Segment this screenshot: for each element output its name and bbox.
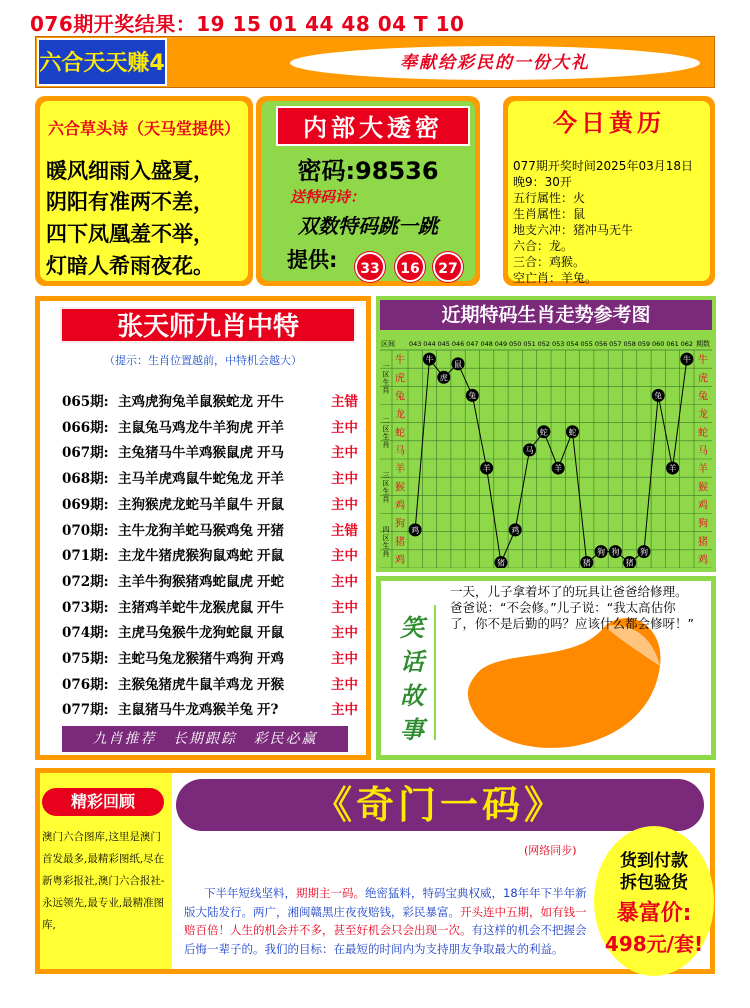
row-picks: 主龙牛猪虎猴狗鼠鸡蛇 [118,548,253,565]
zone-label: 区 [382,424,390,433]
calendar-line: 地支六冲：猪冲马无牛 [513,223,634,237]
x-tick-label: 046 [451,340,465,348]
poem-line: 阴阳有准两不差， [46,190,214,214]
x-tick-label: 044 [423,340,436,348]
data-point-label: 兔 [468,391,477,401]
data-point-label: 虎 [439,373,448,383]
zodiac-row-label: 虎 [698,373,708,385]
zodiac-row-label: 兔 [698,391,708,403]
x-tick-label: 055 [580,340,593,348]
zodiac-row-label: 龙 [395,409,405,421]
row-open: 开猴 [257,676,284,693]
data-point-label: 猪 [582,558,591,568]
poem-line: 四下凤凰羞不举， [46,222,214,246]
review-text: 澳门六合图库,这里是澳门首发最多,最精彩图纸,尽在新粤彩报社,澳门六合报社-永远领先,最专业,最精准图库, [42,831,165,931]
qimen-sync-note: (网络同步) [524,844,577,857]
row-result: 主中 [331,548,358,565]
x-tick-label: 060 [652,340,665,348]
row-picks: 主虎马兔猴牛龙狗蛇鼠 [118,625,253,642]
zodiac-row-label: 狗 [698,518,708,530]
row-picks: 主鸡虎狗兔羊鼠猴蛇龙 [118,394,253,410]
x-tick-label: 045 [437,340,450,348]
calendar-line: 六合：龙。 [513,239,574,253]
row-period: 076期: [62,676,109,693]
prediction-row [62,441,362,465]
chart-background [380,334,712,568]
row-open: 开鼠 [257,496,284,513]
chart-title: 近期特码生肖走势参考图 [380,300,712,330]
row-result: 主错 [331,394,358,410]
data-point-label: 马 [525,445,534,455]
poem-title: 六合草头诗（天马堂提供） [47,119,240,138]
x-tick-label: 048 [480,340,493,348]
zone-label: 区 [382,533,390,542]
row-open: 开牛 [257,394,284,410]
row-picks: 主鼠兔马鸡龙牛羊狗虎 [118,419,253,436]
zodiac-row-label: 鸡 [698,500,708,512]
zodiac-row-label: 狗 [395,518,405,530]
calendar-line: 三合：鸡猴。 [513,255,586,269]
prediction-row [62,570,362,594]
zodiac-row-label: 羊 [395,464,405,476]
x-tick-label: 059 [637,340,651,348]
x-tick-label: 052 [537,340,551,348]
calendar-line: 空亡肖：羊兔。 [513,271,598,285]
review-badge: 精彩回顾 [42,788,164,816]
row-period: 071期: [62,548,109,565]
chart-period-label: 期数 [696,340,710,348]
x-tick-label: 056 [594,340,608,348]
row-picks: 主蛇马兔龙猴猪牛鸡狗 [118,651,253,667]
zone-label: 肖 [382,440,390,449]
row-period: 065期: [62,394,109,410]
row-result: 主中 [331,625,358,642]
price-cod: 货到付款 [620,851,688,871]
zodiac-row-label: 虎 [395,373,405,385]
prediction-row [62,390,362,414]
zone-label: 生 [382,541,390,550]
joke-divider [434,605,436,740]
prediction-row [62,621,362,645]
zone-label: 生 [382,432,390,441]
row-picks: 主鼠猪马牛龙鸡猴羊兔 [118,702,253,719]
price-label: 暴富价: [616,901,692,926]
x-tick-label: 049 [494,340,508,348]
data-point-label: 猪 [625,558,634,568]
x-tick-label: 053 [551,340,565,348]
x-tick-label: 043 [408,340,422,348]
zone-label: 四 [382,525,390,534]
qimen-text-b: 期期主一码。 [296,886,365,900]
row-open: 开猪 [257,522,284,539]
zodiac-row-label: 马 [395,445,405,457]
qimen-text-a: 下半年短线坚料， [204,886,296,900]
zodiac-row-label: 鸡 [395,500,405,512]
x-tick-label: 054 [566,340,579,348]
row-open: 开牛 [257,599,284,616]
number-ball: 33 [355,252,385,282]
zodiac-row-label: 马 [698,445,708,457]
x-tick-label: 061 [666,340,679,348]
x-tick-label: 058 [623,340,636,348]
zodiac-row-label: 鸡 [395,554,405,566]
x-tick-label: 051 [523,340,536,348]
row-picks: 主马羊虎鸡鼠牛蛇兔龙 [118,471,253,488]
row-open: 开羊 [257,419,284,436]
row-period: 077期: [62,702,109,719]
zodiac-row-label: 牛 [698,355,708,367]
row-result: 主错 [331,522,358,539]
qimen-description [184,884,596,958]
calendar-title: 今日黄历 [553,108,665,137]
prediction-row [62,416,362,440]
qimen-title: 《奇门一码》 [176,779,704,831]
prediction-row [62,493,362,517]
secret-code: 密码:98536 [297,157,439,185]
row-period: 074期: [62,625,109,642]
calendar-line: 晚9：30开 [513,175,572,189]
data-point-label: 鸡 [511,525,520,535]
zone-label: 肖 [382,386,390,395]
calendar-line: 077期开奖时间2025年03月18日 [513,159,693,173]
x-tick-label: 050 [509,340,522,348]
zodiac-row-label: 牛 [395,355,405,367]
slogan: 奉献给彩民的一份大礼 [290,46,700,80]
row-result: 主中 [331,573,358,590]
row-open: 开鼠 [257,625,284,642]
calendar-line: 五行属性：火 [513,191,586,205]
draw-result-headline: 076期开奖结果：19 15 01 44 48 04 T 10 [30,12,465,36]
row-result: 主中 [331,419,358,436]
data-point-label: 狗 [597,547,606,557]
qimen-text-c: 绝密猛料，特码宝典权威，18年年下半年新版大陆发行。两广，湘闽赣黑庄夜夜赔钱，彩民暴富。 [184,886,587,919]
poem-line: 暖风细雨入盛夏， [46,159,214,183]
row-result: 主中 [331,471,358,488]
zone-label: 三 [382,471,390,480]
row-picks: 主狗猴虎龙蛇马羊鼠牛 [118,496,253,513]
prediction-title: 张天师九肖中特 [60,307,356,343]
zodiac-row-label: 龙 [698,409,708,421]
row-open: 开马 [257,445,284,462]
zodiac-row-label: 羊 [698,464,708,476]
secret-badge: 内部大透密 [276,106,470,146]
zodiac-row-label: 鸡 [698,554,708,566]
trend-chart [380,334,712,568]
joke-label-char: 故 [400,681,424,710]
zone-label: 生 [382,487,390,496]
data-point-label: 牛 [425,355,434,365]
row-period: 073期: [62,599,109,616]
row-open: 开蛇 [257,573,284,590]
prediction-row [62,673,362,697]
zodiac-row-label: 猪 [395,536,405,548]
data-point-label: 羊 [554,464,563,474]
data-point-label: 狗 [639,547,648,557]
zone-label: 肖 [382,549,390,558]
prediction-row [62,519,362,543]
chart-corner-label: 区间 [381,340,395,348]
zodiac-row-label: 兔 [395,391,405,403]
secret-provide-label: 提供: [287,248,338,272]
calendar-line: 生肖属性：鼠 [513,207,586,221]
data-point-label: 鸡 [411,525,420,535]
joke-label-char: 事 [400,715,424,744]
zone-label: 肖 [382,495,390,504]
data-point-label: 蛇 [568,427,577,437]
row-period: 066期: [62,419,109,436]
row-result: 主中 [331,676,358,693]
row-period: 075期: [62,651,109,667]
secret-poem: 双数特码跳一跳 [298,214,438,238]
zone-label: 生 [382,378,390,387]
number-ball: 16 [395,252,425,282]
zodiac-row-label: 猴 [698,482,708,494]
row-open: 开鸡 [257,651,284,667]
zodiac-row-label: 猪 [698,536,708,548]
row-period: 070期: [62,522,109,539]
zodiac-row-label: 蛇 [698,427,708,439]
data-point-label: 鼠 [454,359,463,369]
data-point-label: 猪 [496,558,505,568]
joke-text: 一天，儿子拿着坏了的玩具让爸爸给修理。 爸爸说：“不会修。”儿子说：“我太高估你了，你不是后勤的吗？应该什么都会修呀！” [450,584,694,631]
row-result: 主中 [331,702,358,719]
row-open: 开鼠 [257,548,284,565]
prediction-row [62,698,362,722]
data-point-label: 狗 [611,547,620,557]
poem-line: 灯暗人希雨夜花。 [46,254,214,278]
row-result: 主中 [331,651,358,667]
data-point-label: 羊 [668,464,677,474]
joke-label-char: 笑 [400,613,424,642]
zodiac-row-label: 蛇 [395,427,405,439]
row-result: 主中 [331,445,358,462]
row-picks: 主牛龙狗羊蛇马猴鸡兔 [118,522,253,539]
number-ball: 27 [433,252,463,282]
row-period: 069期: [62,496,109,513]
qimen-text-e: 有这样的机会不把握会后悔一辈子的。我们的目标：在最短的时间内为支持朋友争取最大的利益。 [184,923,587,956]
zone-label: 区 [382,370,390,379]
row-period: 067期: [62,445,109,462]
row-picks: 主猪鸡羊蛇牛龙猴虎鼠 [118,599,253,616]
zodiac-row-label: 猴 [395,482,405,494]
x-tick-label: 062 [680,340,694,348]
secret-subtitle: 送特码诗： [290,188,366,206]
row-open: 开羊 [257,471,284,488]
data-point-label: 牛 [682,355,691,365]
data-point-label: 蛇 [539,427,548,437]
row-picks: 主羊牛狗猴猪鸡蛇鼠虎 [118,573,253,590]
zone-label: 区 [382,479,390,488]
row-picks: 主猴兔猪虎牛鼠羊鸡龙 [118,676,253,693]
prediction-row [62,544,362,568]
prediction-row [62,647,362,671]
prediction-footer: 九肖推荐 长期跟踪 彩民必赢 [62,726,348,752]
prediction-row [62,467,362,491]
prediction-hint: （提示：生肖位置越前，中特机会越大） [104,354,302,367]
qimen-text-d: 开头连中五期，如有钱一赔百倍！人生的机会并不多，甚至好机会只会出现一次。 [184,904,587,937]
x-tick-label: 057 [609,340,622,348]
joke-label-char: 话 [400,647,424,676]
row-result: 主中 [331,599,358,616]
zone-label: 一 [382,362,390,371]
row-period: 068期: [62,471,109,488]
edition-badge: 六合天天赚4 [37,38,167,86]
price-value: 498元/套! [604,932,704,956]
row-picks: 主兔猪马牛羊鸡猴鼠虎 [118,445,253,462]
row-result: 主中 [331,496,358,513]
data-point-label: 兔 [654,391,663,401]
row-period: 072期: [62,573,109,590]
prediction-row [62,596,362,620]
price-inspect: 拆包验货 [620,873,688,893]
row-open: 开? [257,702,279,719]
x-tick-label: 047 [466,340,479,348]
data-point-label: 羊 [482,464,491,474]
zone-label: 二 [382,416,390,425]
